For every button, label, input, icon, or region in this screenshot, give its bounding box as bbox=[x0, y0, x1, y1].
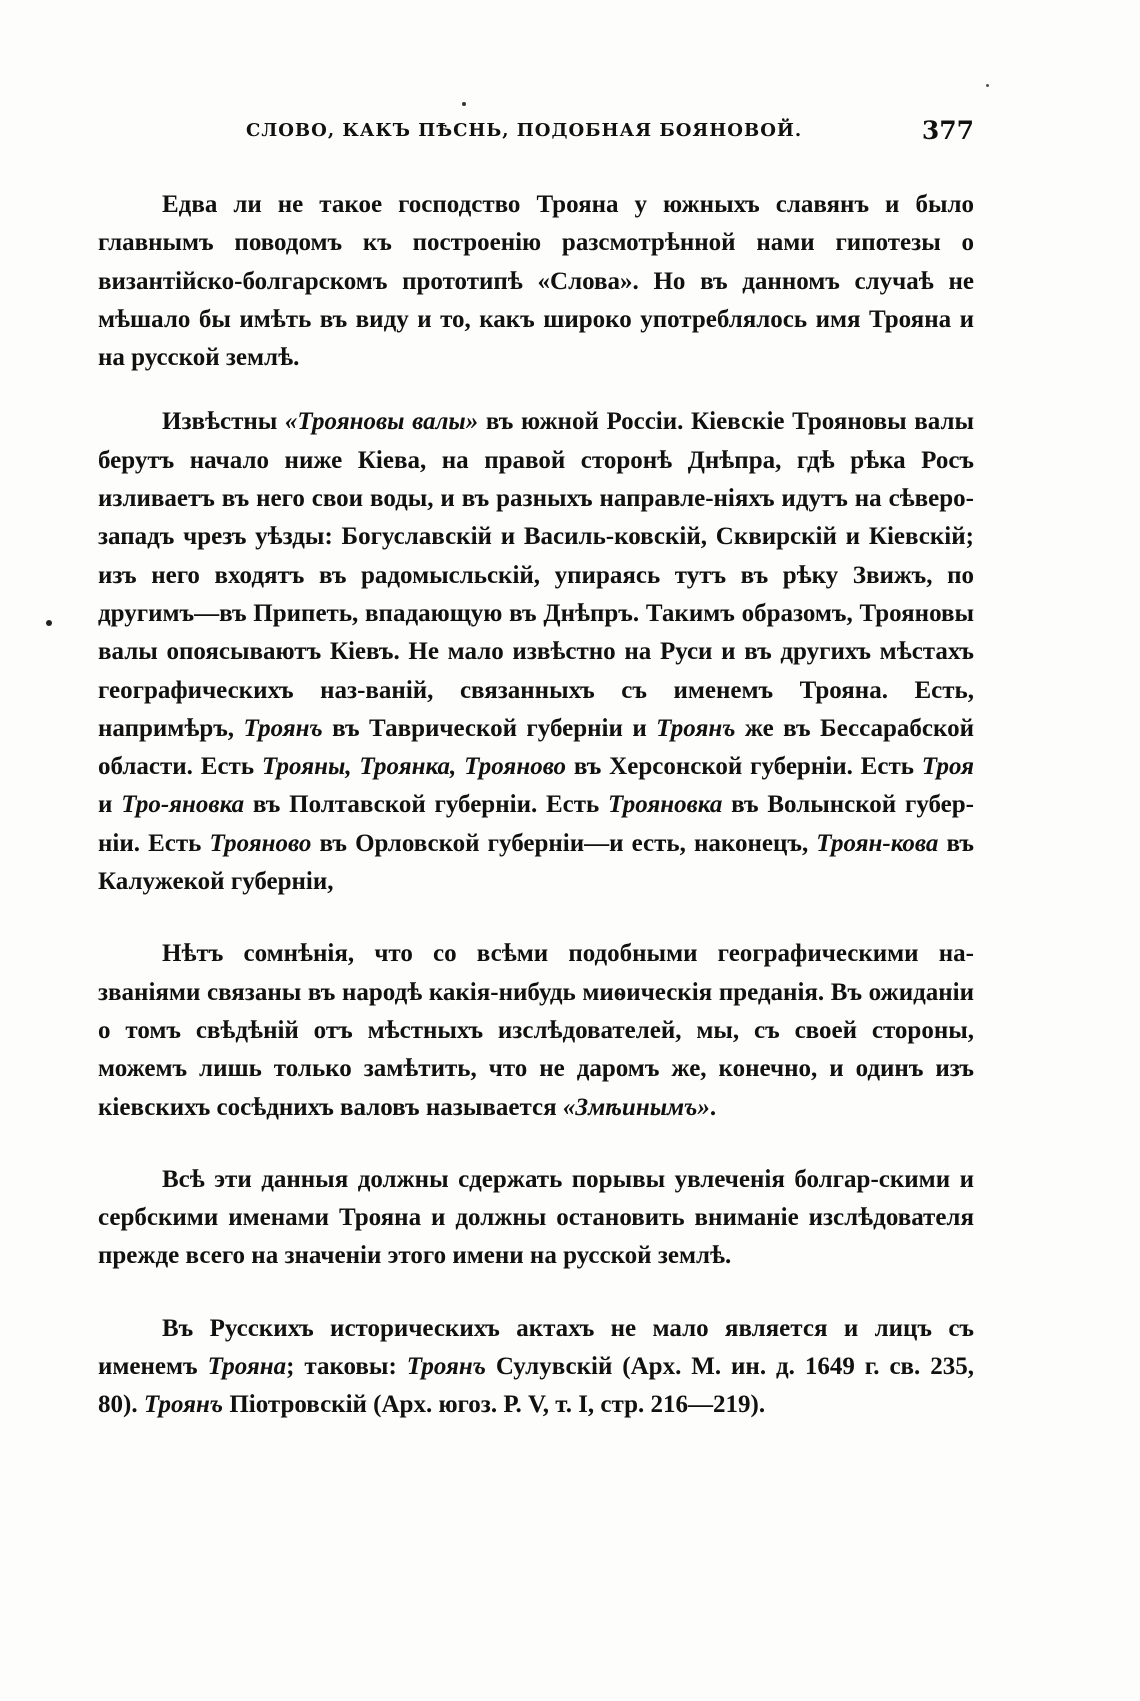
text-run: въ Орловской губерніи—и есть, наконецъ, bbox=[311, 829, 817, 857]
margin-dot bbox=[46, 620, 52, 626]
text-run: въ Волынской губер-ніи. Есть bbox=[98, 791, 975, 857]
running-head bbox=[246, 116, 974, 154]
text-run: Извѣстны bbox=[162, 408, 285, 436]
print-speck bbox=[986, 84, 989, 87]
text-run: ; таковы: bbox=[286, 1353, 407, 1381]
paragraph bbox=[98, 403, 974, 901]
italic-term: Троянъ bbox=[656, 714, 736, 742]
body-text bbox=[98, 186, 974, 1451]
italic-term: Тро-яновка bbox=[121, 791, 245, 819]
italic-term: «Змѣинымъ» bbox=[562, 1093, 710, 1121]
text-run: въ Херсонской губерніи. Есть bbox=[566, 753, 922, 781]
text-run: Нѣтъ сомнѣнія, что со всѣми подобными географическими на-званіями связаны въ народѣ какія-нибудь миѳическія преданія. Въ ожиданіи о томъ свѣдѣній отъ мѣстныхъ изслѣдователей, мы, съ своей стороны, можемъ лишь только замѣтить, что не даромъ же, конечно, и одинъ изъ кіевскихъ сосѣднихъ валовъ называется bbox=[98, 940, 974, 1121]
italic-term: Трояна bbox=[207, 1353, 287, 1381]
text-run: Всѣ эти данныя должны сдержать порывы увлеченія болгар-скими и сербскими именами Трояна и должны остановить вниманіе изслѣдователя прежде всего на значеніи этого имени на русской землѣ. bbox=[98, 1165, 974, 1270]
text-run: Сулувскій (Арх. М. ин. д. 1649 г. св. 235, 80). bbox=[98, 1353, 974, 1419]
text-run: Піотровскій (Арх. югоз. Р. V, т. I, стр. 216—219). bbox=[223, 1391, 766, 1419]
paragraph bbox=[98, 1161, 974, 1276]
text-run: въ Полтавской губерніи. Есть bbox=[244, 791, 609, 819]
text-run: въ южной Россіи. Кіевскіе Трояновы валы берутъ начало ниже Кіева, на правой сторонѣ Днѣпра, гдѣ рѣка Росъ изливаетъ въ него свои воды, и въ разныхъ направле-ніяхъ идутъ на сѣверо-западъ чрезъ уѣзды: Богуславскій и Василь-ковскій, Сквирскій и Кіевскій; изъ него входятъ въ радомысльскій, упираясь тутъ въ рѣку Звижъ, по другимъ—въ Припеть, впадающую въ Днѣпръ. Такимъ образомъ, Трояновы валы опоясываютъ Кіевъ. Не мало извѣстно на Руси и въ другихъ мѣстахъ географическихъ наз-ваній, связанныхъ съ именемъ Трояна. Есть, напримѣръ, bbox=[98, 408, 974, 742]
paragraph bbox=[98, 1310, 974, 1425]
italic-term: Троянъ bbox=[406, 1353, 486, 1381]
italic-term: Троя bbox=[921, 753, 974, 781]
text-run: же въ Бессарабской области. Есть bbox=[98, 714, 974, 781]
text-run: въ Таврической губерніи и bbox=[322, 714, 657, 742]
print-speck bbox=[462, 102, 466, 106]
running-title: СЛОВО, КАКЪ ПѢСНЬ, ПОДОБНАЯ БОЯНОВОЙ. bbox=[246, 120, 803, 141]
italic-term: Трояновка bbox=[608, 791, 723, 819]
italic-term: Троянъ bbox=[243, 714, 323, 742]
paragraph bbox=[98, 186, 974, 377]
page-number: 377 bbox=[921, 116, 974, 145]
text-run: . bbox=[709, 1093, 717, 1121]
italic-term: Троян-кова bbox=[816, 829, 939, 857]
text-run: въ Калужекой губерніи, bbox=[98, 829, 974, 896]
italic-term: Трояны, Троянка, Трояново bbox=[261, 753, 567, 781]
text-run: Въ Русскихъ историческихъ актахъ не мало является и лицъ съ именемъ bbox=[98, 1314, 974, 1381]
text-run: и bbox=[98, 791, 122, 819]
italic-term: Троянъ bbox=[143, 1391, 224, 1419]
italic-term: «Трояновы валы» bbox=[284, 408, 479, 436]
paragraph bbox=[98, 935, 974, 1126]
text-run: Едва ли не такое господство Трояна у южныхъ славянъ и было главнымъ поводомъ къ построенію разсмотрѣнной нами гипотезы о византійско-болгарскомъ прототипѣ «Слова». Но въ данномъ случаѣ не мѣшало бы имѣть въ виду и то, какъ широко употреблялось имя Трояна и на русской землѣ. bbox=[98, 191, 974, 372]
italic-term: Трояново bbox=[209, 829, 312, 857]
